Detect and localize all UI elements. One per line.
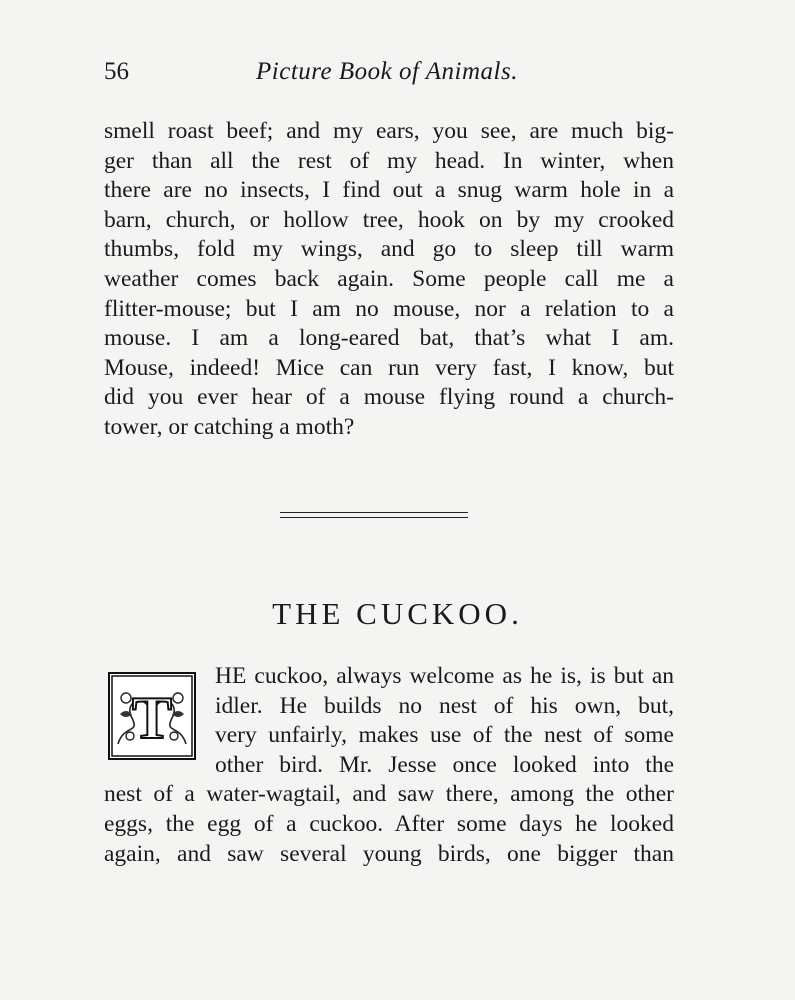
text-line: nest of a water-wagtail, and saw there, among the other [104,781,674,808]
text-line: weather comes back again. Some people call me a [104,265,674,292]
text-line: very unfairly, makes use of the nest of some [215,722,674,749]
text-line: mouse. I am a long-eared bat, that’s what I am. [104,325,674,352]
text-line: idler. He builds no nest of his own, but, [215,692,674,719]
text-line: Mouse, indeed! Mice can run very fast, I know, but [104,354,674,381]
section-title: THE CUCKOO. [272,596,523,631]
text-line: other bird. Mr. Jesse once looked into the [215,751,674,778]
text-line: barn, church, or hollow tree, hook on by my crooked [104,206,674,233]
text-line: again, and saw several young birds, one bigger than [104,840,674,867]
text-line: HE cuckoo, always welcome as he is, is but an [215,663,674,689]
text-line: there are no insects, I find out a snug warm hole in a [104,177,674,204]
text-line: tower, or catching a moth? [104,413,355,440]
text-line: thumbs, fold my wings, and go to sleep till warm [104,236,674,263]
running-head [104,58,674,92]
text-line: ger than all the rest of my head. In winter, when [104,147,674,174]
text-line: smell roast beef; and my ears, you see, are much big- [104,118,674,144]
section-divider [280,512,468,518]
dropcap-letter: T [131,685,173,751]
text-line: eggs, the egg of a cuckoo. After some days he looked [104,810,674,837]
text-line: flitter-mouse; but I am no mouse, nor a relation to a [104,295,674,322]
book-title: Picture Book of Animals. [256,58,518,85]
bat-paragraph [104,117,674,443]
text-line: did you ever hear of a mouse flying round a church- [104,384,674,411]
page-number: 56 [104,58,129,85]
cuckoo-paragraph [104,662,674,869]
